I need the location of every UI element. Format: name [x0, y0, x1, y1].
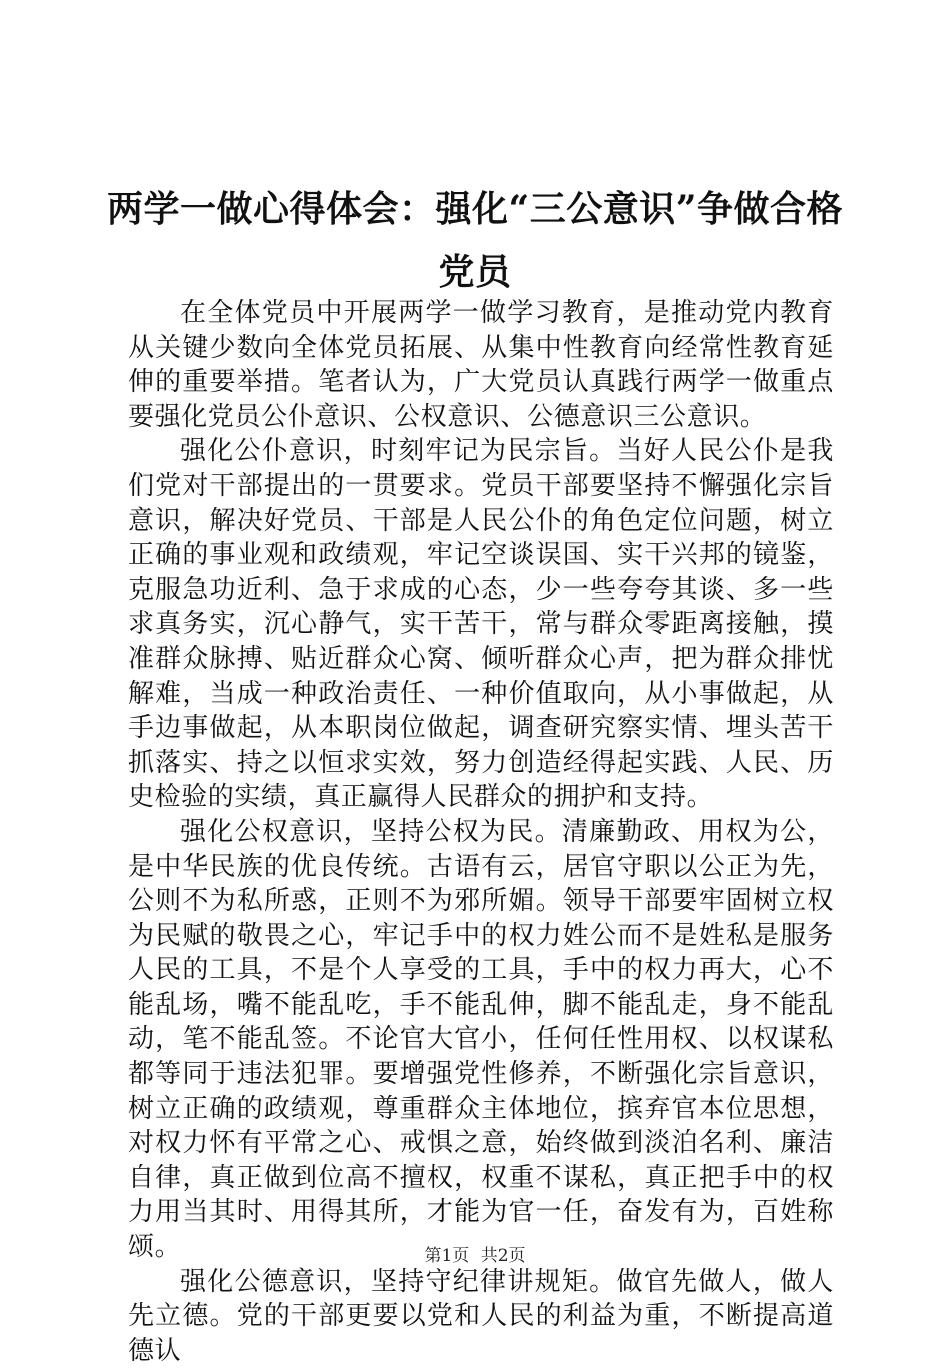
paragraph-intro: 在全体党员中开展两学一做学习教育，是推动党内教育从关键少数向全体党员拓展、从集中性教育向经常性教育延伸的重要举措。笔者认为，广大党员认真践行两学一做重点要强化党员公仆意识、公权意识、公德意识三公意识。 [128, 298, 834, 432]
paragraph-public-power: 强化公权意识，坚持公权为民。清廉勤政、用权为公，是中华民族的优良传统。古语有云，居官守职以公正为先，公则不为私所惑，正则不为邪所媚。领导干部要牢固树立权为民赋的敬畏之心，牢记手中的权力姓公而不是姓私是服务人民的工具，不是个人享受的工具，手中的权力再大，心不能乱场，嘴不能乱吃，手不能乱伸，脚不能乱走，身不能乱动，笔不能乱签。不论官大官小，任何任性用权、以权谋私都等同于违法犯罪。要增强党性修养，不断强化宗旨意识，树立正确的政绩观，尊重群众主体地位，摈弃官本位思想，对权力怀有平常之心、戒惧之意，始终做到淡泊名利、廉洁自律，真正做到位高不擅权，权重不谋私，真正把手中的权力用当其时、用得其所，才能为官一任，奋发有为，百姓称颂。 [128, 816, 834, 1263]
page-number: 第1页 [424, 1246, 470, 1266]
paragraph-public-servant: 强化公仆意识，时刻牢记为民宗旨。当好人民公仆是我们党对干部提出的一贯要求。党员干部要坚持不懈强化宗旨意识，解决好党员、干部是人民公仆的角色定位问题，树立正确的事业观和政绩观，牢记空谈误国、实干兴邦的镜鉴，克服急功近利、急于求成的心态，少一些夸夸其谈、多一些求真务实，沉心静气，实干苦干，常与群众零距离接触，摸准群众脉搏、贴近群众心窝、倾听群众心声，把为群众排忧解难，当成一种政治责任、一种价值取向，从小事做起，从手边事做起，从本职岗位做起，调查研究察实情、埋头苦干抓落实、持之以恒求实效，努力创造经得起实践、人民、历史检验的实绩，真正赢得人民群众的拥护和支持。 [128, 436, 834, 813]
page-total: 共2页 [480, 1246, 526, 1266]
page-footer [0, 1241, 950, 1266]
document-body [128, 296, 834, 1368]
paragraph-public-morality: 强化公德意识，坚持守纪律讲规矩。做官先做人，做人先立德。党的干部更要以党和人民的利益为重，不断提高道德认 [128, 1266, 834, 1366]
document-title: 两学一做心得体会：强化“三公意识”争做合格党员 [107, 188, 843, 293]
